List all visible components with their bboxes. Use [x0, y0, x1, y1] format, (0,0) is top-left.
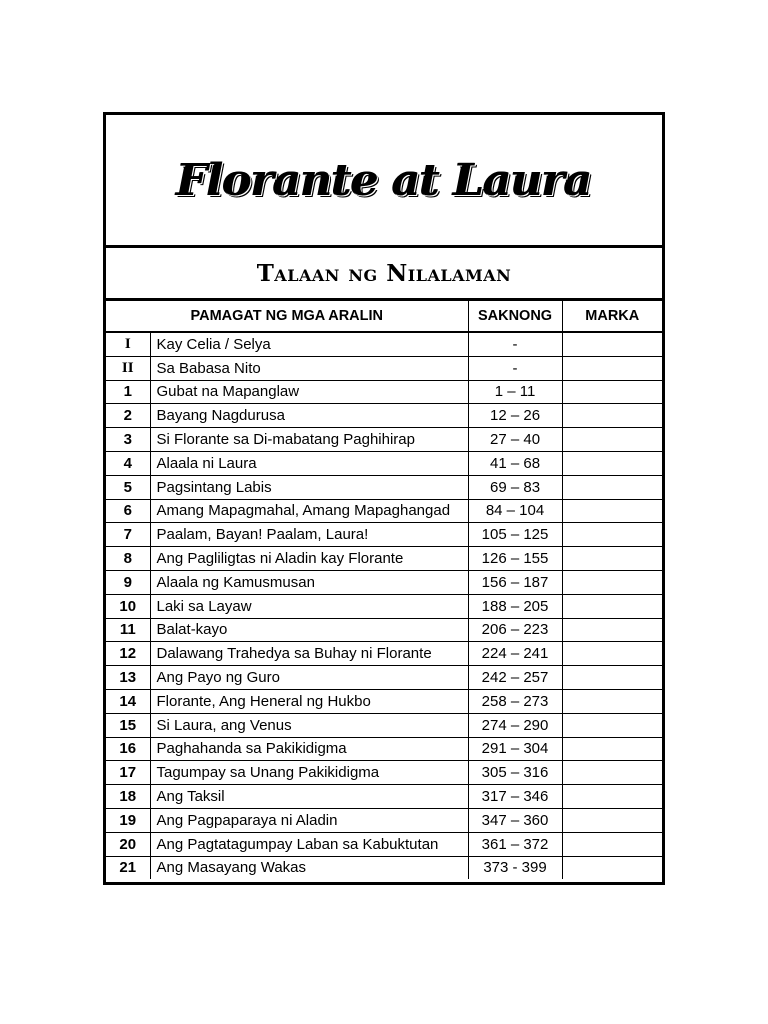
table-row	[106, 832, 662, 856]
stanza-range: 274 – 290	[468, 713, 562, 737]
grade-cell[interactable]	[562, 404, 662, 428]
table-row	[106, 570, 662, 594]
lesson-number: 2	[106, 404, 150, 428]
grade-cell[interactable]	[562, 499, 662, 523]
document-title: Florante at Laura	[176, 154, 592, 206]
grade-cell[interactable]	[562, 451, 662, 475]
contents-table	[106, 301, 662, 879]
table-row	[106, 761, 662, 785]
stanza-range: 206 – 223	[468, 618, 562, 642]
table-header-row	[106, 301, 662, 332]
lesson-number: 17	[106, 761, 150, 785]
table-row	[106, 428, 662, 452]
lesson-number: 21	[106, 856, 150, 879]
lesson-title: Ang Taksil	[150, 785, 468, 809]
lesson-title: Ang Masayang Wakas	[150, 856, 468, 879]
table-row	[106, 547, 662, 571]
lesson-title: Paghahanda sa Pakikidigma	[150, 737, 468, 761]
stanza-range: 84 – 104	[468, 499, 562, 523]
table-row	[106, 404, 662, 428]
stanza-range: 347 – 360	[468, 808, 562, 832]
grade-cell[interactable]	[562, 570, 662, 594]
table-row	[106, 523, 662, 547]
lesson-title: Dalawang Trahedya sa Buhay ni Florante	[150, 642, 468, 666]
grade-cell[interactable]	[562, 332, 662, 356]
stanza-range: 305 – 316	[468, 761, 562, 785]
table-row	[106, 618, 662, 642]
lesson-title: Gubat na Mapanglaw	[150, 380, 468, 404]
header-title-column: PAMAGAT NG MGA ARALIN	[106, 301, 468, 332]
grade-cell[interactable]	[562, 642, 662, 666]
grade-cell[interactable]	[562, 737, 662, 761]
stanza-range: 317 – 346	[468, 785, 562, 809]
grade-cell[interactable]	[562, 689, 662, 713]
grade-cell[interactable]	[562, 856, 662, 879]
lesson-number: 6	[106, 499, 150, 523]
stanza-range: 188 – 205	[468, 594, 562, 618]
stanza-range: 291 – 304	[468, 737, 562, 761]
lesson-title: Paalam, Bayan! Paalam, Laura!	[150, 523, 468, 547]
grade-cell[interactable]	[562, 713, 662, 737]
stanza-range: 258 – 273	[468, 689, 562, 713]
stanza-range: 156 – 187	[468, 570, 562, 594]
lesson-number: 9	[106, 570, 150, 594]
lesson-number: 1	[106, 380, 150, 404]
lesson-number: 12	[106, 642, 150, 666]
grade-cell[interactable]	[562, 761, 662, 785]
stanza-range: -	[468, 356, 562, 380]
lesson-number: 3	[106, 428, 150, 452]
grade-cell[interactable]	[562, 380, 662, 404]
lesson-number: 8	[106, 547, 150, 571]
stanza-range: -	[468, 332, 562, 356]
lesson-title: Si Florante sa Di-mabatang Paghihirap	[150, 428, 468, 452]
lesson-title: Kay Celia / Selya	[150, 332, 468, 356]
table-row	[106, 499, 662, 523]
table-row	[106, 808, 662, 832]
table-row	[106, 380, 662, 404]
header-saknong-column: SAKNONG	[468, 301, 562, 332]
lesson-title: Ang Pagpaparaya ni Aladin	[150, 808, 468, 832]
stanza-range: 27 – 40	[468, 428, 562, 452]
lesson-number: 11	[106, 618, 150, 642]
grade-cell[interactable]	[562, 832, 662, 856]
stanza-range: 126 – 155	[468, 547, 562, 571]
lesson-title: Ang Pagtatagumpay Laban sa Kabuktutan	[150, 832, 468, 856]
lesson-number: 10	[106, 594, 150, 618]
document-frame	[103, 112, 665, 885]
lesson-number: I	[106, 332, 150, 356]
grade-cell[interactable]	[562, 808, 662, 832]
table-row	[106, 856, 662, 879]
grade-cell[interactable]	[562, 356, 662, 380]
stanza-range: 105 – 125	[468, 523, 562, 547]
lesson-title: Ang Pagliligtas ni Aladin kay Florante	[150, 547, 468, 571]
grade-cell[interactable]	[562, 547, 662, 571]
lesson-title: Florante, Ang Heneral ng Hukbo	[150, 689, 468, 713]
stanza-range: 361 – 372	[468, 832, 562, 856]
lesson-title: Laki sa Layaw	[150, 594, 468, 618]
stanza-range: 242 – 257	[468, 666, 562, 690]
stanza-range: 1 – 11	[468, 380, 562, 404]
grade-cell[interactable]	[562, 785, 662, 809]
table-row	[106, 594, 662, 618]
lesson-title: Ang Payo ng Guro	[150, 666, 468, 690]
stanza-range: 224 – 241	[468, 642, 562, 666]
lesson-number: 15	[106, 713, 150, 737]
table-row	[106, 785, 662, 809]
table-row	[106, 642, 662, 666]
lesson-number: 20	[106, 832, 150, 856]
table-of-contents-heading: Talaan ng Nilalaman	[256, 259, 512, 287]
header-marka-column: MARKA	[562, 301, 662, 332]
table-row	[106, 451, 662, 475]
lesson-title: Bayang Nagdurusa	[150, 404, 468, 428]
stanza-range: 373 - 399	[468, 856, 562, 879]
lesson-number: 19	[106, 808, 150, 832]
grade-cell[interactable]	[562, 666, 662, 690]
stanza-range: 69 – 83	[468, 475, 562, 499]
lesson-number: 18	[106, 785, 150, 809]
lesson-number: 7	[106, 523, 150, 547]
grade-cell[interactable]	[562, 475, 662, 499]
lesson-title: Sa Babasa Nito	[150, 356, 468, 380]
lesson-title: Alaala ng Kamusmusan	[150, 570, 468, 594]
lesson-number: II	[106, 356, 150, 380]
grade-cell[interactable]	[562, 523, 662, 547]
grade-cell[interactable]	[562, 618, 662, 642]
lesson-title: Pagsintang Labis	[150, 475, 468, 499]
table-row	[106, 713, 662, 737]
subtitle-banner	[106, 248, 662, 301]
table-row	[106, 475, 662, 499]
lesson-title: Alaala ni Laura	[150, 451, 468, 475]
table-row	[106, 332, 662, 356]
lesson-title: Si Laura, ang Venus	[150, 713, 468, 737]
lesson-title: Balat-kayo	[150, 618, 468, 642]
table-row	[106, 737, 662, 761]
lesson-number: 13	[106, 666, 150, 690]
lesson-number: 16	[106, 737, 150, 761]
lesson-number: 4	[106, 451, 150, 475]
title-banner	[106, 115, 662, 248]
table-row	[106, 666, 662, 690]
grade-cell[interactable]	[562, 594, 662, 618]
table-row	[106, 356, 662, 380]
grade-cell[interactable]	[562, 428, 662, 452]
lesson-title: Amang Mapagmahal, Amang Mapaghangad	[150, 499, 468, 523]
stanza-range: 12 – 26	[468, 404, 562, 428]
lesson-title: Tagumpay sa Unang Pakikidigma	[150, 761, 468, 785]
stanza-range: 41 – 68	[468, 451, 562, 475]
table-row	[106, 689, 662, 713]
lesson-number: 5	[106, 475, 150, 499]
lesson-number: 14	[106, 689, 150, 713]
